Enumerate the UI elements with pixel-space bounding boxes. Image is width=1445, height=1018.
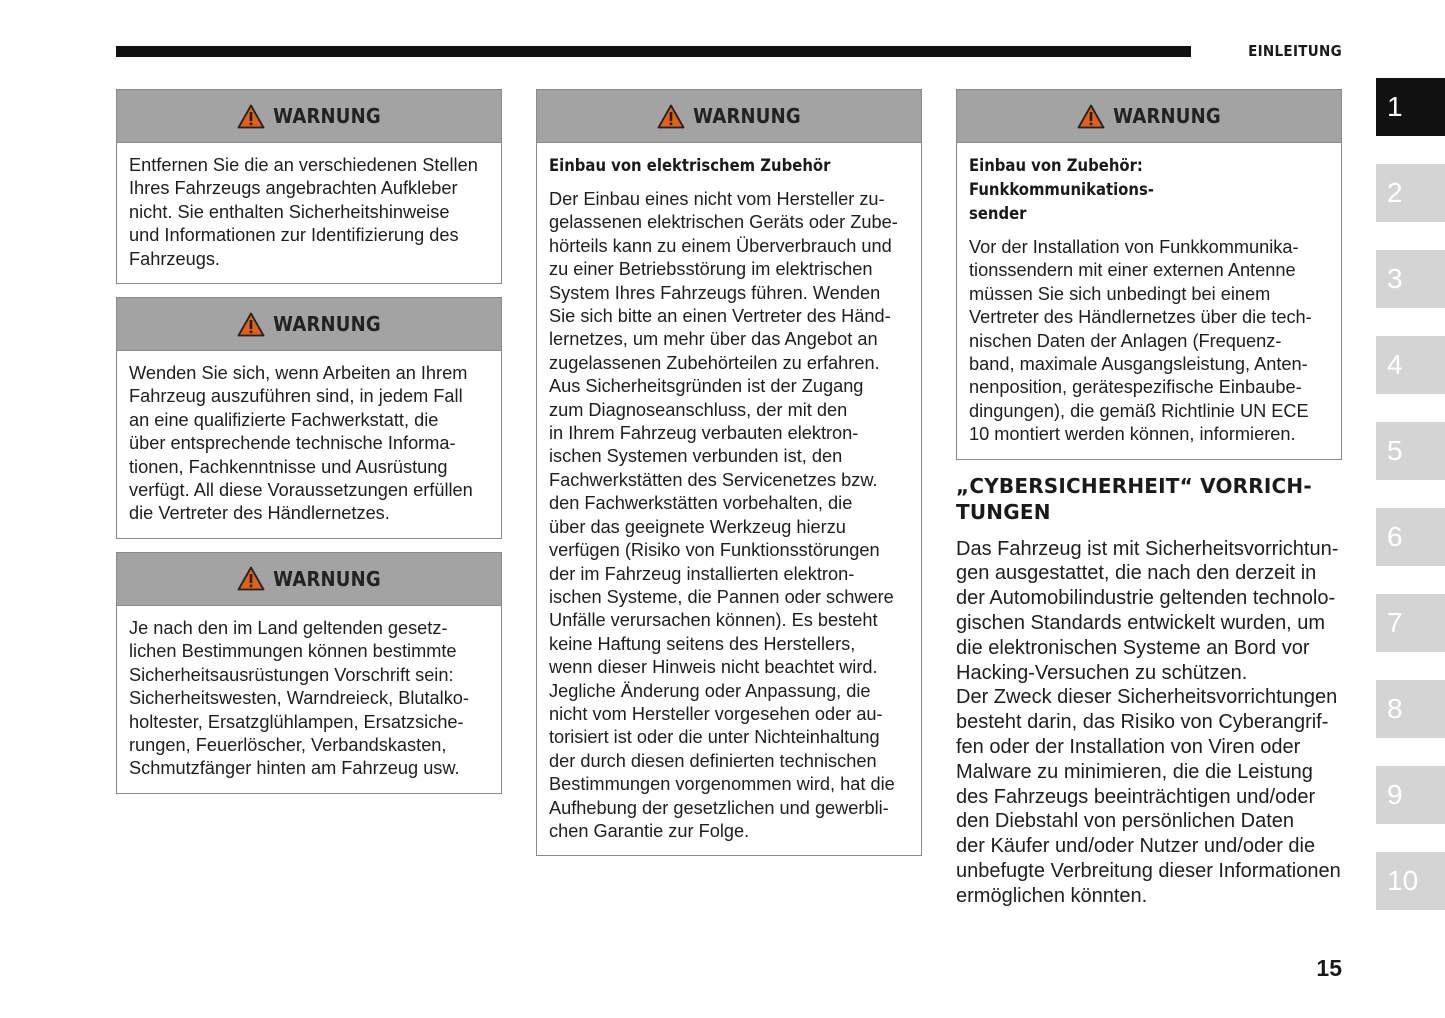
chapter-tab-2[interactable]: 2 bbox=[1376, 164, 1445, 222]
warning-box bbox=[116, 89, 502, 284]
chapter-tab-1[interactable]: 1 bbox=[1376, 78, 1445, 136]
chapter-tab-5[interactable]: 5 bbox=[1376, 422, 1445, 480]
warning-triangle-icon bbox=[237, 566, 265, 591]
warning-subtitle: Einbau von elektrischem Zubehör bbox=[549, 156, 831, 175]
warning-subtitle: Einbau von Zubehör: Funkkommunikations- sender bbox=[969, 156, 1154, 223]
header-rule bbox=[116, 46, 1191, 57]
warning-text: Entfernen Sie die an verschiedenen Stellen Ihres Fahrzeugs angebrachten Aufkleber nicht. Sie enthalten Sicherheitshinweise und Informationen zur Identifizierung des Fahrzeugs. bbox=[129, 155, 478, 269]
warning-body bbox=[537, 143, 921, 855]
page-number: 15 bbox=[1316, 955, 1342, 981]
chapter-tab-8[interactable]: 8 bbox=[1376, 680, 1445, 738]
section-body-text: Das Fahrzeug ist mit Sicherheitsvorrichtun- gen ausgestattet, die nach den derzeit in der Automobilindustrie geltenden technolo- gischen Standards entwickelt wurden, um die elektronischen Systeme an Bord vor Hacking-Versuchen zu schützen. Der Zweck dieser Sicherheitsvorrichtungen besteht darin, das Risiko von Cyberangrif- fen oder der Installation von Viren oder Malware zu minimieren, die die Leistung des Fahrzeugs beeinträchtigen und/oder den Diebstahl von persönlichen Daten der Käufer und/oder Nutzer und/oder die unbefugte Verbreitung dieser Informationen ermöglichen könnten. bbox=[956, 537, 1341, 907]
column-right bbox=[956, 89, 1342, 909]
warning-header bbox=[537, 90, 921, 143]
warning-triangle-icon bbox=[237, 104, 265, 129]
chapter-tab-9[interactable]: 9 bbox=[1376, 766, 1445, 824]
warning-title: WARNUNG bbox=[273, 104, 381, 128]
warning-text: Vor der Installation von Funkkommunika- tionssendern mit einer externen Antenne müssen Sie sich unbedingt bei einem Vertreter des Händlernetzes über die tech- nischen Daten der Anlagen (Frequenz- band, maximale Ausgangsleistung, Anten- nenposition, gerätespezifische Einbaube- dingungen), die gemäß Richtlinie UN ECE 10 montiert werden können, informieren. bbox=[969, 237, 1312, 445]
chapter-tab-6[interactable]: 6 bbox=[1376, 508, 1445, 566]
warning-body bbox=[117, 606, 501, 793]
warning-text: Wenden Sie sich, wenn Arbeiten an Ihrem Fahrzeug auszuführen sind, in jedem Fall an eine qualifizierte Fachwerkstatt, die über entsprechende technische Informa- tionen, Fachkenntnisse und Ausrüstung verfügt. All diese Voraussetzungen erfüllen die Vertreter des Händlernetzes. bbox=[129, 363, 473, 524]
chapter-tabs bbox=[1376, 78, 1445, 938]
warning-triangle-icon bbox=[657, 104, 685, 129]
warning-text: Der Einbau eines nicht vom Hersteller zu- gelassenen elektrischen Geräts oder Zube- hörteils kann zu einem Überverbrauch und zu einer Betriebsstörung im elektrischen System Ihres Fahrzeugs führen. Wenden Sie sich bitte an einen Vertreter des Händ- lernetzes, um mehr über das Angebot an zugelassenen Zubehörteilen zu erfahren. Aus Sicherheitsgründen ist der Zugang zum Diagnoseanschluss, der mit den in Ihrem Fahrzeug verbauten elektron- ischen Systemen verbunden ist, den Fachwerkstätten des Servicenetzes bzw. den Fachwerkstätten vorbehalten, die über das geeignete Werkzeug hierzu verfügen (Risiko von Funktionsstörungen der im Fahrzeug installierten elektron- ischen Systeme, die Pannen oder schwere Unfälle verursachen können). Es besteht keine Haftung seitens des Herstellers, wenn dieser Hinweis nicht beachtet wird. Jegliche Änderung oder Anpassung, die nicht vom Hersteller vorgesehen oder au- torisiert ist oder die unter Nichteinhaltung der durch diesen definierten technischen Bestimmungen vorgenommen wird, hat die Aufhebung der gesetzlichen und gewerbli- chen Garantie zur Folge. bbox=[549, 189, 898, 841]
chapter-tab-10[interactable]: 10 bbox=[1376, 852, 1445, 910]
column-middle bbox=[536, 89, 922, 869]
chapter-tab-7[interactable]: 7 bbox=[1376, 594, 1445, 652]
warning-title: WARNUNG bbox=[1113, 104, 1221, 128]
warning-box bbox=[116, 552, 502, 794]
warning-text: Je nach den im Land geltenden gesetz- lichen Bestimmungen können bestimmte Sicherheitsausrüstungen Vorschrift sein: Sicherheitswesten, Warndreieck, Blutalko- holtester, Ersatzglühlampen, Ersatzsiche- rungen, Feuerlöscher, Verbandskasten, Schmutzfänger hinten am Fahrzeug usw. bbox=[129, 617, 469, 779]
warning-triangle-icon bbox=[237, 312, 265, 337]
chapter-tab-4[interactable]: 4 bbox=[1376, 336, 1445, 394]
warning-header bbox=[957, 90, 1341, 143]
warning-title: WARNUNG bbox=[693, 104, 801, 128]
warning-body bbox=[957, 143, 1341, 459]
warning-header bbox=[117, 298, 501, 351]
section-heading: „CYBERSICHERHEIT“ VORRICH- TUNGEN bbox=[956, 473, 1312, 524]
warning-title: WARNUNG bbox=[273, 312, 381, 337]
section-title: EINLEITUNG bbox=[1248, 42, 1342, 60]
warning-body bbox=[117, 143, 501, 283]
warning-header bbox=[117, 553, 501, 606]
warning-box bbox=[116, 297, 502, 539]
column-left bbox=[116, 89, 502, 807]
chapter-tab-3[interactable]: 3 bbox=[1376, 250, 1445, 308]
warning-box bbox=[536, 89, 922, 856]
warning-title: WARNUNG bbox=[273, 566, 381, 591]
warning-header bbox=[117, 90, 501, 143]
warning-triangle-icon bbox=[1077, 104, 1105, 129]
warning-box bbox=[956, 89, 1342, 460]
warning-body bbox=[117, 351, 501, 538]
